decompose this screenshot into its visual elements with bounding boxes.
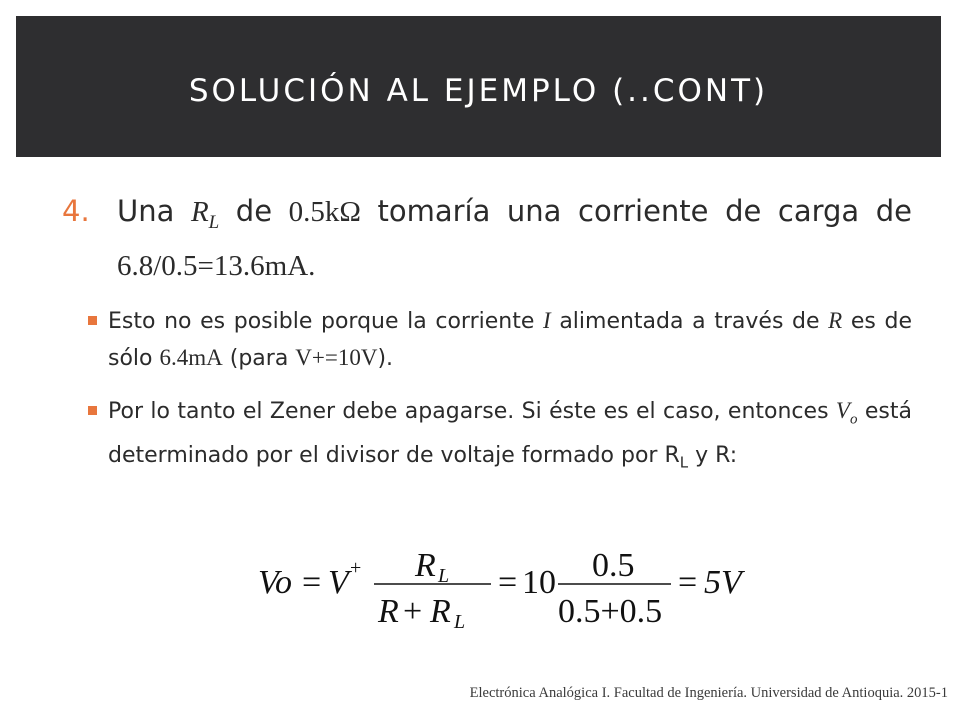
bullet-text [108,303,912,377]
vo-subscript: o [849,411,858,428]
list-item-text [117,190,912,287]
resistance-value: 0.5kΩ [288,196,361,228]
text-run: alimentada a través de [550,309,829,334]
i-symbol: I [543,308,551,333]
bullet-item-2 [88,393,912,480]
frac2-denominator: 0.5+0.5 [558,593,663,630]
formula-superscript: + [350,557,362,579]
text-run: Esto no es posible porque la corriente [108,309,544,334]
formula-ten: 10 [522,564,556,601]
text-run: ). [377,346,394,371]
rl-symbol [190,196,220,233]
current-calc: 6.8/0.5=13.6mA [117,249,309,282]
rl-main: R [190,196,209,228]
text-run: es de sólo [108,309,912,371]
r-symbol: R [828,308,843,333]
frac1-den-plus: + [403,593,423,630]
bullet-item-1 [88,303,912,377]
voltage-value: V+=10V [295,345,378,370]
square-bullet-icon [88,406,97,415]
slide-title: SOLUCIÓN AL EJEMPLO (..CONT) [188,72,769,109]
text-run: de [219,194,289,228]
rl-subscript: L [679,452,689,471]
voltage-divider-formula [258,540,778,640]
formula-result: 5V [704,564,742,601]
formula-lhs: Vo [258,564,292,601]
formula-equals-3: = [678,564,698,601]
rl-subscript: L [208,211,220,233]
text-run: Una [117,194,191,228]
text-run: Por lo tanto el Zener debe apagarse. Si éste es el caso, entonces [108,399,836,424]
formula-v: V [328,564,349,601]
text-run: (para [222,346,296,371]
title-bar [16,16,941,157]
list-number: 4. [62,194,90,228]
frac1-numerator-sub: L [438,565,450,587]
frac2-numerator: 0.5 [592,547,635,584]
bullet-text [108,393,912,480]
text-run: está determinado por el divisor de voltaje formado por R [108,399,912,468]
frac1-den-rl: R [430,593,451,630]
text-run: . [308,249,316,282]
vo-symbol [835,398,858,428]
text-run: y R: [688,442,738,468]
vo-main: V [835,398,850,423]
frac1-den-sub: L [454,611,466,633]
formula-equals: = [302,564,322,601]
frac1-numerator: R [415,547,436,584]
formula-equals-2: = [498,564,518,601]
text-run: tomaría una corriente de carga de [360,194,912,228]
frac1-den-r: R [378,593,399,630]
square-bullet-icon [88,316,97,325]
current-value: 6.4mA [159,345,223,370]
list-item-4 [62,190,912,287]
footer-citation: Electrónica Analógica I. Facultad de Ingeniería. Universidad de Antioquia. 2015-1 [469,685,948,701]
